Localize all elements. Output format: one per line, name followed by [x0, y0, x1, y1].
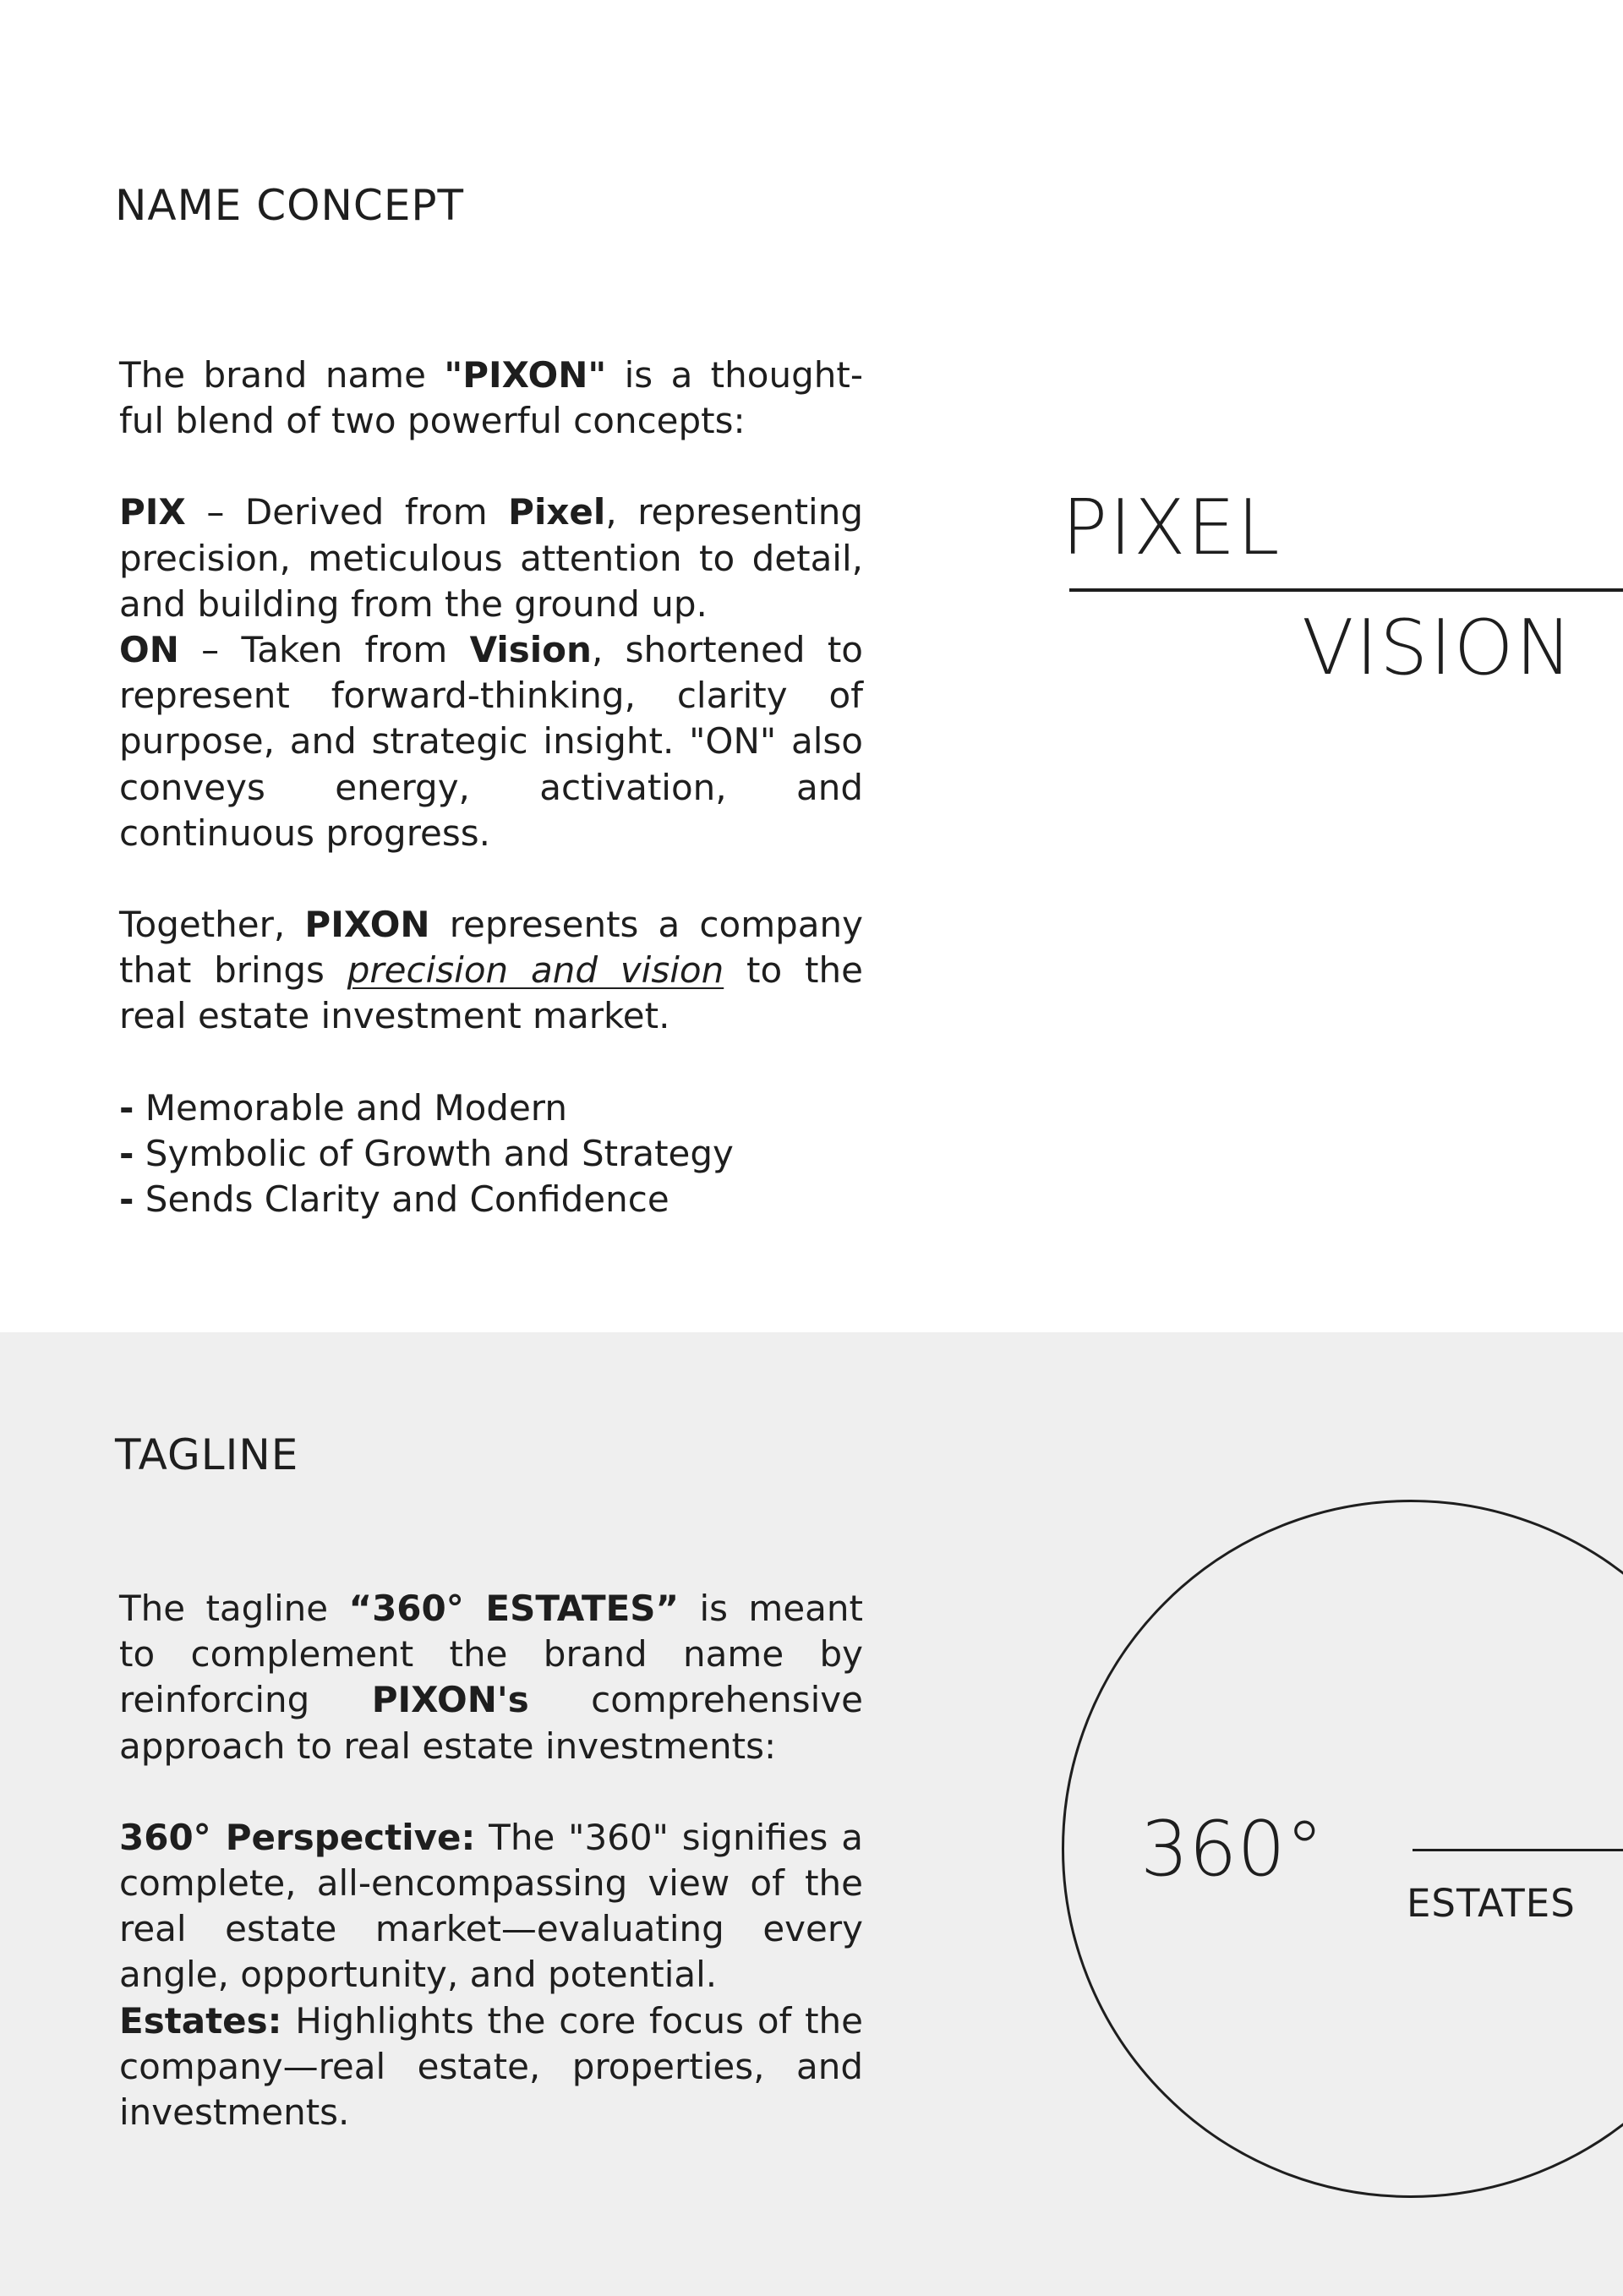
tagline-body — [119, 1586, 863, 2135]
name-concept-intro: The brand name "PIXON" is a thought-ful blend of two powerful concepts: — [119, 354, 863, 442]
degree-graphic-text: 360° — [1140, 1805, 1324, 1894]
perspective-label: 360° Perspective: — [119, 1816, 476, 1858]
list-item: - Symbolic of Growth and Strategy — [119, 1132, 734, 1174]
on-definition: ON – Taken from Vision, shortened to represent forward-thinking, clarity of purpose, and strategic insight. "ON" also conveys energy, activation, and continuous progress. — [119, 629, 864, 854]
estates-divider — [1413, 1849, 1623, 1851]
precision-vision-emphasis: precision and vision — [347, 949, 724, 992]
name-concept-body — [119, 353, 863, 1222]
on-label: ON — [119, 629, 179, 671]
pix-label: PIX — [119, 491, 186, 533]
vision-graphic-word: VISION — [1302, 604, 1574, 692]
together-paragraph: Together, PIXON represents a company that brings precision and vision to the real estate investment market. — [119, 904, 863, 1037]
estates-graphic-text: ESTATES — [1407, 1881, 1576, 1926]
estates-definition: Estates: Highlights the core focus of the company—real estate, properties, and investments. — [119, 1999, 863, 2134]
brand-attributes-list — [119, 1085, 863, 1223]
list-item: - Memorable and Modern — [119, 1086, 567, 1129]
on-source-word: Vision — [469, 629, 592, 671]
brand-name-highlight: "PIXON" — [444, 354, 607, 396]
pixel-graphic-word: PIXEL — [1062, 484, 1281, 572]
perspective-definition: 360° Perspective: The "360" signifies a complete, all-encompassing view of the real estate market—evaluating every angle, opportunity, and potential. — [119, 1816, 864, 1996]
pix-definition: PIX – Derived from Pixel, representing precision, meticulous attention to detail, and building from the ground up. — [119, 491, 863, 625]
name-concept-heading: NAME CONCEPT — [115, 181, 465, 230]
pix-source-word: Pixel — [508, 491, 606, 533]
pixon-highlight: PIXON — [304, 904, 430, 946]
pixel-vision-divider — [1069, 588, 1623, 592]
tagline-intro: The tagline “360° ESTATES” is meant to complement the brand name by reinforcing PIXON's comprehensive approach to real estate investments: — [119, 1588, 863, 1767]
pixons-highlight: PIXON's — [371, 1679, 529, 1721]
list-item: - Sends Clarity and Confidence — [119, 1178, 669, 1221]
tagline-heading: TAGLINE — [115, 1430, 299, 1479]
estates-label: Estates: — [119, 1999, 282, 2042]
tagline-highlight: “360° ESTATES” — [348, 1588, 680, 1629]
